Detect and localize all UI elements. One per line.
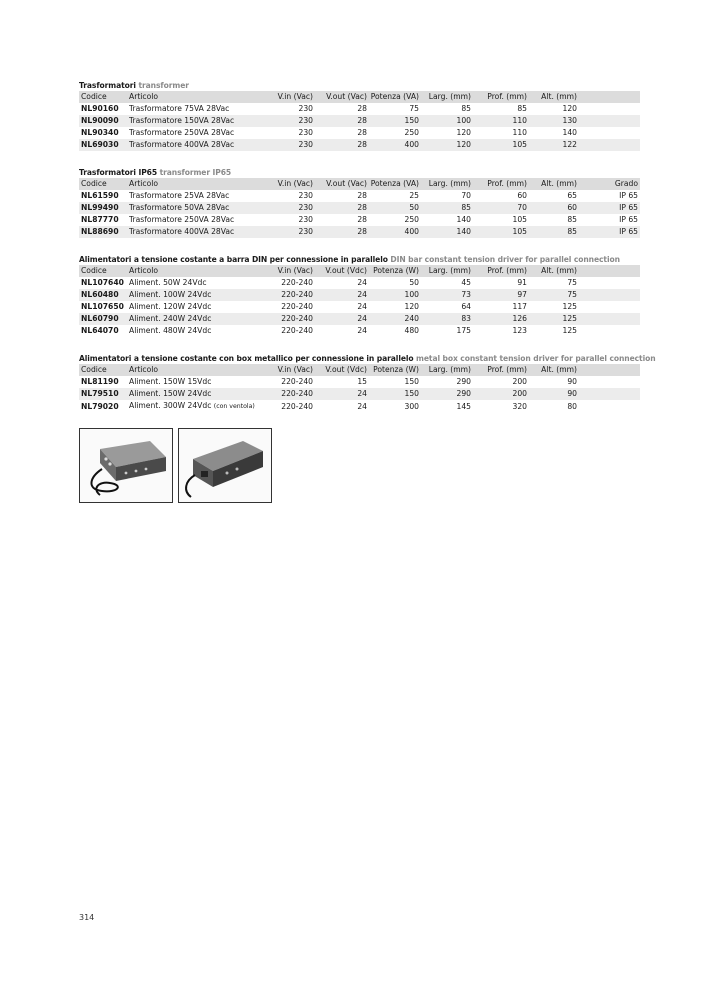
voltage-out: 28 [315, 226, 369, 238]
article-name [129, 400, 269, 413]
table-row [79, 214, 640, 226]
table-transformer-ip65 [79, 178, 640, 238]
article-note: (con ventola) [213, 403, 255, 410]
column-header: Codice [79, 91, 129, 103]
voltage-out: 28 [315, 115, 369, 127]
section-din-driver [79, 254, 640, 337]
article-text: Trasformatore 250VA 28Vac [129, 215, 235, 224]
column-header [579, 91, 640, 103]
column-header: V.out (Vac) [315, 91, 369, 103]
table-row [79, 190, 640, 202]
column-header: Articolo [129, 91, 269, 103]
protection-grade: IP 65 [619, 215, 638, 224]
protection-grade [579, 103, 640, 115]
article-name [129, 103, 269, 115]
column-header: Codice [79, 178, 129, 190]
voltage-out: 24 [357, 302, 367, 311]
width: 85 [461, 104, 471, 113]
article-name [129, 388, 269, 400]
power: 25 [409, 191, 419, 200]
power: 240 [369, 313, 421, 325]
table-row [79, 388, 640, 400]
width: 175 [456, 326, 471, 335]
article-name [129, 289, 269, 301]
table-row [79, 376, 640, 388]
protection-grade [579, 115, 640, 127]
table-row [79, 202, 640, 214]
depth: 200 [473, 388, 529, 400]
height: 122 [529, 139, 579, 151]
column-header: Potenza (W) [369, 265, 421, 277]
protection-grade [579, 301, 640, 313]
table-header-row [79, 91, 640, 103]
column-header: Larg. (mm) [421, 91, 473, 103]
height: 75 [567, 278, 577, 287]
column-header: Prof. (mm) [473, 364, 529, 376]
table-row [79, 400, 640, 413]
product-code: NL61590 [81, 191, 119, 200]
column-header: V.out (Vdc) [315, 364, 369, 376]
protection-grade [579, 127, 640, 139]
column-header: Articolo [129, 265, 269, 277]
voltage-out: 24 [357, 401, 367, 411]
height: 125 [529, 313, 579, 325]
depth: 110 [473, 115, 529, 127]
width: 120 [456, 128, 471, 137]
voltage-out: 28 [357, 128, 367, 137]
depth: 105 [473, 139, 529, 151]
height: 125 [562, 302, 577, 311]
depth: 117 [512, 302, 527, 311]
article-name [129, 214, 269, 226]
voltage-out: 24 [357, 278, 367, 287]
article-name [129, 277, 269, 289]
voltage-in: 220-240 [281, 302, 313, 311]
article-name [129, 115, 269, 127]
power: 400 [369, 139, 421, 151]
article-name [129, 202, 269, 214]
power: 50 [369, 202, 421, 214]
protection-grade: IP 65 [579, 202, 640, 214]
voltage-in: 220-240 [269, 313, 315, 325]
table-header-row [79, 265, 640, 277]
depth: 123 [512, 326, 527, 335]
column-header: Codice [79, 364, 129, 376]
section-transformer-ip65 [79, 167, 640, 238]
protection-grade [579, 139, 640, 151]
table-row [79, 103, 640, 115]
column-header: Alt. (mm) [529, 265, 579, 277]
height: 75 [529, 289, 579, 301]
voltage-in: 230 [298, 128, 313, 137]
column-header: V.out (Vac) [315, 178, 369, 190]
section-metal-box-driver [79, 353, 656, 413]
height: 65 [567, 191, 577, 200]
article-text: Aliment. 50W 24Vdc [129, 278, 207, 287]
table-row [79, 301, 640, 313]
metal-box-driver-photo-2 [178, 428, 272, 503]
width: 64 [461, 302, 471, 311]
product-code: NL60480 [79, 289, 129, 301]
width: 120 [421, 139, 473, 151]
column-header: Alt. (mm) [529, 364, 579, 376]
column-header: Articolo [129, 178, 269, 190]
column-header: Potenza (W) [369, 364, 421, 376]
voltage-in: 230 [269, 226, 315, 238]
power: 300 [404, 401, 419, 411]
width: 290 [421, 388, 473, 400]
width: 290 [456, 377, 471, 386]
article-name [129, 325, 269, 337]
depth: 85 [517, 104, 527, 113]
table-row [79, 115, 640, 127]
width: 145 [456, 401, 471, 411]
depth: 200 [512, 377, 527, 386]
depth: 320 [512, 401, 527, 411]
depth: 70 [473, 202, 529, 214]
width: 45 [461, 278, 471, 287]
height: 90 [529, 388, 579, 400]
driver-box-image [179, 429, 271, 502]
article-text: Trasformatore 75VA 28Vac [129, 104, 230, 113]
product-code: NL87770 [81, 215, 119, 224]
protection-grade [579, 388, 640, 400]
table-din-driver [79, 265, 640, 337]
product-code: NL60790 [79, 313, 129, 325]
article-text: Aliment. 480W 24Vdc [129, 326, 212, 335]
column-header: V.in (Vac) [269, 91, 315, 103]
height: 90 [567, 377, 577, 386]
protection-grade [579, 277, 640, 289]
height: 85 [567, 215, 577, 224]
article-text: Trasformatore 50VA 28Vac [129, 203, 230, 212]
table-header-row [79, 364, 640, 376]
voltage-out: 24 [315, 313, 369, 325]
column-header: V.in (Vac) [269, 178, 315, 190]
table-row [79, 127, 640, 139]
section-title: Alimentatori a tensione costante a barra DIN per connessione in parallelo DIN bar constant tension driver for parallel connection [79, 255, 620, 264]
depth: 126 [473, 313, 529, 325]
protection-grade [579, 400, 640, 413]
table-row [79, 277, 640, 289]
article-name [129, 127, 269, 139]
article-name [129, 376, 269, 388]
height: 125 [562, 326, 577, 335]
column-header: Larg. (mm) [421, 364, 473, 376]
section-transformer [79, 80, 640, 151]
power: 50 [409, 278, 419, 287]
article-text: Aliment. 100W 24Vdc [129, 290, 212, 299]
column-header: V.in (Vac) [269, 265, 315, 277]
column-header: V.out (Vdc) [315, 265, 369, 277]
table-row [79, 313, 640, 325]
protection-grade [579, 289, 640, 301]
article-text: Aliment. 150W 24Vdc [129, 389, 212, 398]
driver-box-image [80, 429, 172, 502]
power: 250 [404, 215, 419, 224]
metal-box-driver-photo-1 [79, 428, 173, 503]
article-name [129, 313, 269, 325]
section-title: Trasformatori IP65 transformer IP65 [79, 168, 232, 177]
voltage-in: 230 [269, 115, 315, 127]
voltage-in: 220-240 [281, 377, 313, 386]
voltage-in: 230 [298, 215, 313, 224]
protection-grade: IP 65 [579, 226, 640, 238]
product-code: NL64070 [81, 326, 119, 335]
height: 130 [529, 115, 579, 127]
power: 150 [369, 115, 421, 127]
voltage-in: 230 [269, 202, 315, 214]
column-header: Larg. (mm) [421, 178, 473, 190]
table-header-row [79, 178, 640, 190]
section-title: Trasformatori transformer [79, 81, 189, 90]
product-code: NL90340 [81, 128, 119, 137]
power: 150 [369, 388, 421, 400]
table-row [79, 289, 640, 301]
depth: 105 [473, 226, 529, 238]
article-text: Aliment. 300W 24Vdc [129, 401, 212, 410]
height: 85 [529, 226, 579, 238]
table-metal-box-driver [79, 364, 640, 413]
column-header: Potenza (VA) [370, 92, 419, 101]
width: 83 [421, 313, 473, 325]
table-row [79, 139, 640, 151]
voltage-out: 24 [315, 289, 369, 301]
article-text: Aliment. 120W 24Vdc [129, 302, 212, 311]
voltage-in: 220-240 [269, 289, 315, 301]
table-row [79, 325, 640, 337]
column-header: Codice [79, 265, 129, 277]
height: 120 [562, 104, 577, 113]
protection-grade: IP 65 [619, 191, 638, 200]
column-header: Prof. (mm) [473, 265, 529, 277]
voltage-in: 220-240 [281, 278, 313, 287]
width: 140 [421, 226, 473, 238]
voltage-in: 230 [298, 191, 313, 200]
product-code: NL79510 [79, 388, 129, 400]
article-name [129, 190, 269, 202]
voltage-out: 15 [357, 377, 367, 386]
voltage-in: 220-240 [281, 326, 313, 335]
voltage-out: 28 [357, 215, 367, 224]
power: 75 [409, 104, 419, 113]
protection-grade [579, 325, 640, 337]
product-code: NL99490 [79, 202, 129, 214]
depth: 110 [512, 128, 527, 137]
product-code: NL88690 [79, 226, 129, 238]
voltage-in: 230 [269, 139, 315, 151]
article-name [129, 139, 269, 151]
power: 100 [369, 289, 421, 301]
voltage-in: 220-240 [269, 388, 315, 400]
width: 100 [421, 115, 473, 127]
width: 73 [421, 289, 473, 301]
depth: 105 [512, 215, 527, 224]
voltage-in: 230 [298, 104, 313, 113]
product-code: NL107640 [81, 278, 124, 287]
depth: 60 [517, 191, 527, 200]
table-transformer [79, 91, 640, 151]
column-header: Prof. (mm) [473, 178, 529, 190]
height: 80 [567, 401, 577, 411]
width: 85 [421, 202, 473, 214]
height: 140 [562, 128, 577, 137]
product-code: NL90090 [79, 115, 129, 127]
voltage-out: 28 [315, 139, 369, 151]
column-header: Articolo [129, 364, 269, 376]
section-title: Alimentatori a tensione costante con box metallico per connessione in parallelo metal box constant tension driver for parallel connection [79, 354, 656, 363]
power: 150 [404, 377, 419, 386]
product-code: NL81190 [81, 377, 119, 386]
article-text: Trasformatore 150VA 28Vac [129, 116, 235, 125]
column-header: Alt. (mm) [529, 91, 579, 103]
column-header [579, 364, 640, 376]
power: 480 [404, 326, 419, 335]
width: 70 [461, 191, 471, 200]
power: 400 [369, 226, 421, 238]
power: 120 [404, 302, 419, 311]
column-header: Larg. (mm) [421, 265, 473, 277]
depth: 97 [473, 289, 529, 301]
article-text: Trasformatore 250VA 28Vac [129, 128, 235, 137]
voltage-out: 28 [357, 104, 367, 113]
column-header: Potenza (VA) [370, 179, 419, 188]
protection-grade [579, 376, 640, 388]
column-header: V.in (Vac) [269, 364, 315, 376]
depth: 91 [517, 278, 527, 287]
article-text: Aliment. 240W 24Vdc [129, 314, 212, 323]
article-text: Trasformatore 400VA 28Vac [129, 140, 235, 149]
article-text: Aliment. 150W 15Vdc [129, 377, 212, 386]
product-code: NL90160 [81, 104, 119, 113]
product-code: NL79020 [81, 401, 119, 411]
voltage-in: 220-240 [281, 401, 313, 411]
column-header: Alt. (mm) [529, 178, 579, 190]
article-text: Trasformatore 400VA 28Vac [129, 227, 235, 236]
article-name [129, 301, 269, 313]
column-header: Grado [579, 178, 640, 190]
article-text: Trasformatore 25VA 28Vac [129, 191, 230, 200]
article-name [129, 226, 269, 238]
voltage-out: 28 [315, 202, 369, 214]
table-row [79, 226, 640, 238]
column-header: Prof. (mm) [473, 91, 529, 103]
voltage-out: 24 [357, 326, 367, 335]
page-number: 314 [79, 913, 95, 922]
protection-grade [579, 313, 640, 325]
product-code: NL69030 [79, 139, 129, 151]
height: 60 [529, 202, 579, 214]
product-code: NL107650 [81, 302, 124, 311]
voltage-out: 28 [357, 191, 367, 200]
power: 250 [404, 128, 419, 137]
width: 140 [456, 215, 471, 224]
column-header [579, 265, 640, 277]
voltage-out: 24 [315, 388, 369, 400]
